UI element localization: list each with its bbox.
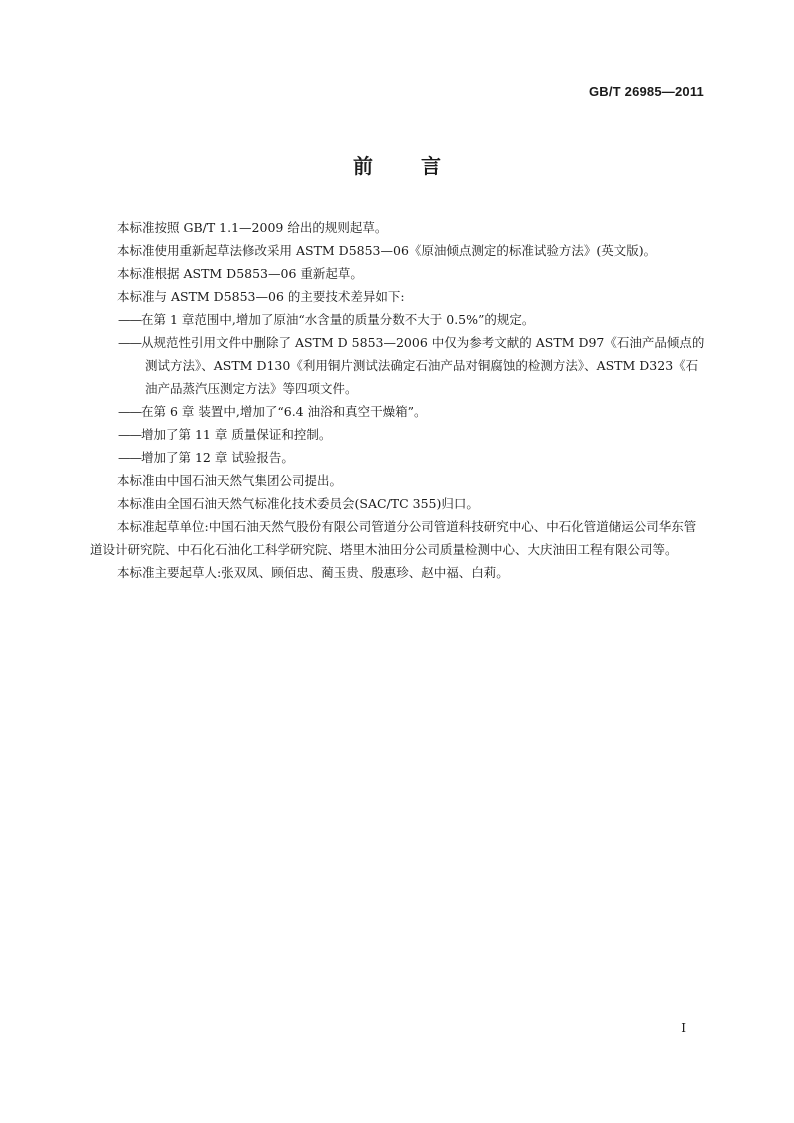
paragraph-adoption-method: 本标准使用重新起草法修改采用 ASTM D5853—06《原油倾点测定的标准试验方法》(英文版)。	[117, 243, 657, 258]
difference-text: 增加了第 11 章 质量保证和控制。	[141, 427, 332, 442]
difference-text: 从规范性引用文件中删除了 ASTM D 5853—2006 中仅为参考文献的 ASTM D97《石油产品倾点的测试方法》、ASTM D130《利用铜片测试法确定石油产品对铜腐蚀的检测方法》、ASTM D323《石油产品蒸汽压测定方法》等四项文件。	[141, 335, 705, 396]
dash-marker: ——	[118, 450, 141, 465]
paragraph-drafting-units: 本标准起草单位:中国石油天然气股份有限公司管道分公司管道科技研究中心、中石化管道储运公司华东管道设计研究院、中石化石油化工科学研究院、塔里木油田分公司质量检测中心、大庆油田工程有限公司等。	[90, 519, 697, 557]
paragraph-drafters: 本标准主要起草人:张双凤、顾佰忠、蔺玉贵、殷惠珍、赵中福、白莉。	[117, 565, 509, 580]
difference-item	[90, 423, 706, 446]
page-title: 前言	[353, 154, 489, 178]
paragraph-differences-intro: 本标准与 ASTM D5853—06 的主要技术差异如下:	[117, 289, 405, 304]
dash-marker: ——	[118, 404, 141, 419]
difference-item	[90, 400, 706, 423]
paragraph-responsible-committee: 本标准由全国石油天然气标准化技术委员会(SAC/TC 355)归口。	[117, 496, 479, 511]
standard-code: GB/T 26985—2011	[588, 84, 704, 99]
difference-item	[90, 446, 706, 469]
difference-text: 增加了第 12 章 试验报告。	[141, 450, 294, 465]
page-number: I	[681, 1021, 686, 1035]
difference-item	[90, 331, 706, 400]
dash-marker: ——	[118, 427, 141, 442]
paragraph-redrafting-basis: 本标准根据 ASTM D5853—06 重新起草。	[117, 266, 363, 281]
difference-text: 在第 1 章范围中,增加了原油“水含量的质量分数不大于 0.5%”的规定。	[141, 312, 535, 327]
dash-marker: ——	[118, 335, 141, 350]
document-body	[90, 216, 706, 584]
paragraph-drafting-rules: 本标准按照 GB/T 1.1—2009 给出的规则起草。	[117, 220, 388, 235]
difference-text: 在第 6 章 装置中,增加了“6.4 油浴和真空干燥箱”。	[141, 404, 427, 419]
difference-item	[90, 308, 706, 331]
paragraph-proposer: 本标准由中国石油天然气集团公司提出。	[117, 473, 343, 488]
dash-marker: ——	[118, 312, 141, 327]
